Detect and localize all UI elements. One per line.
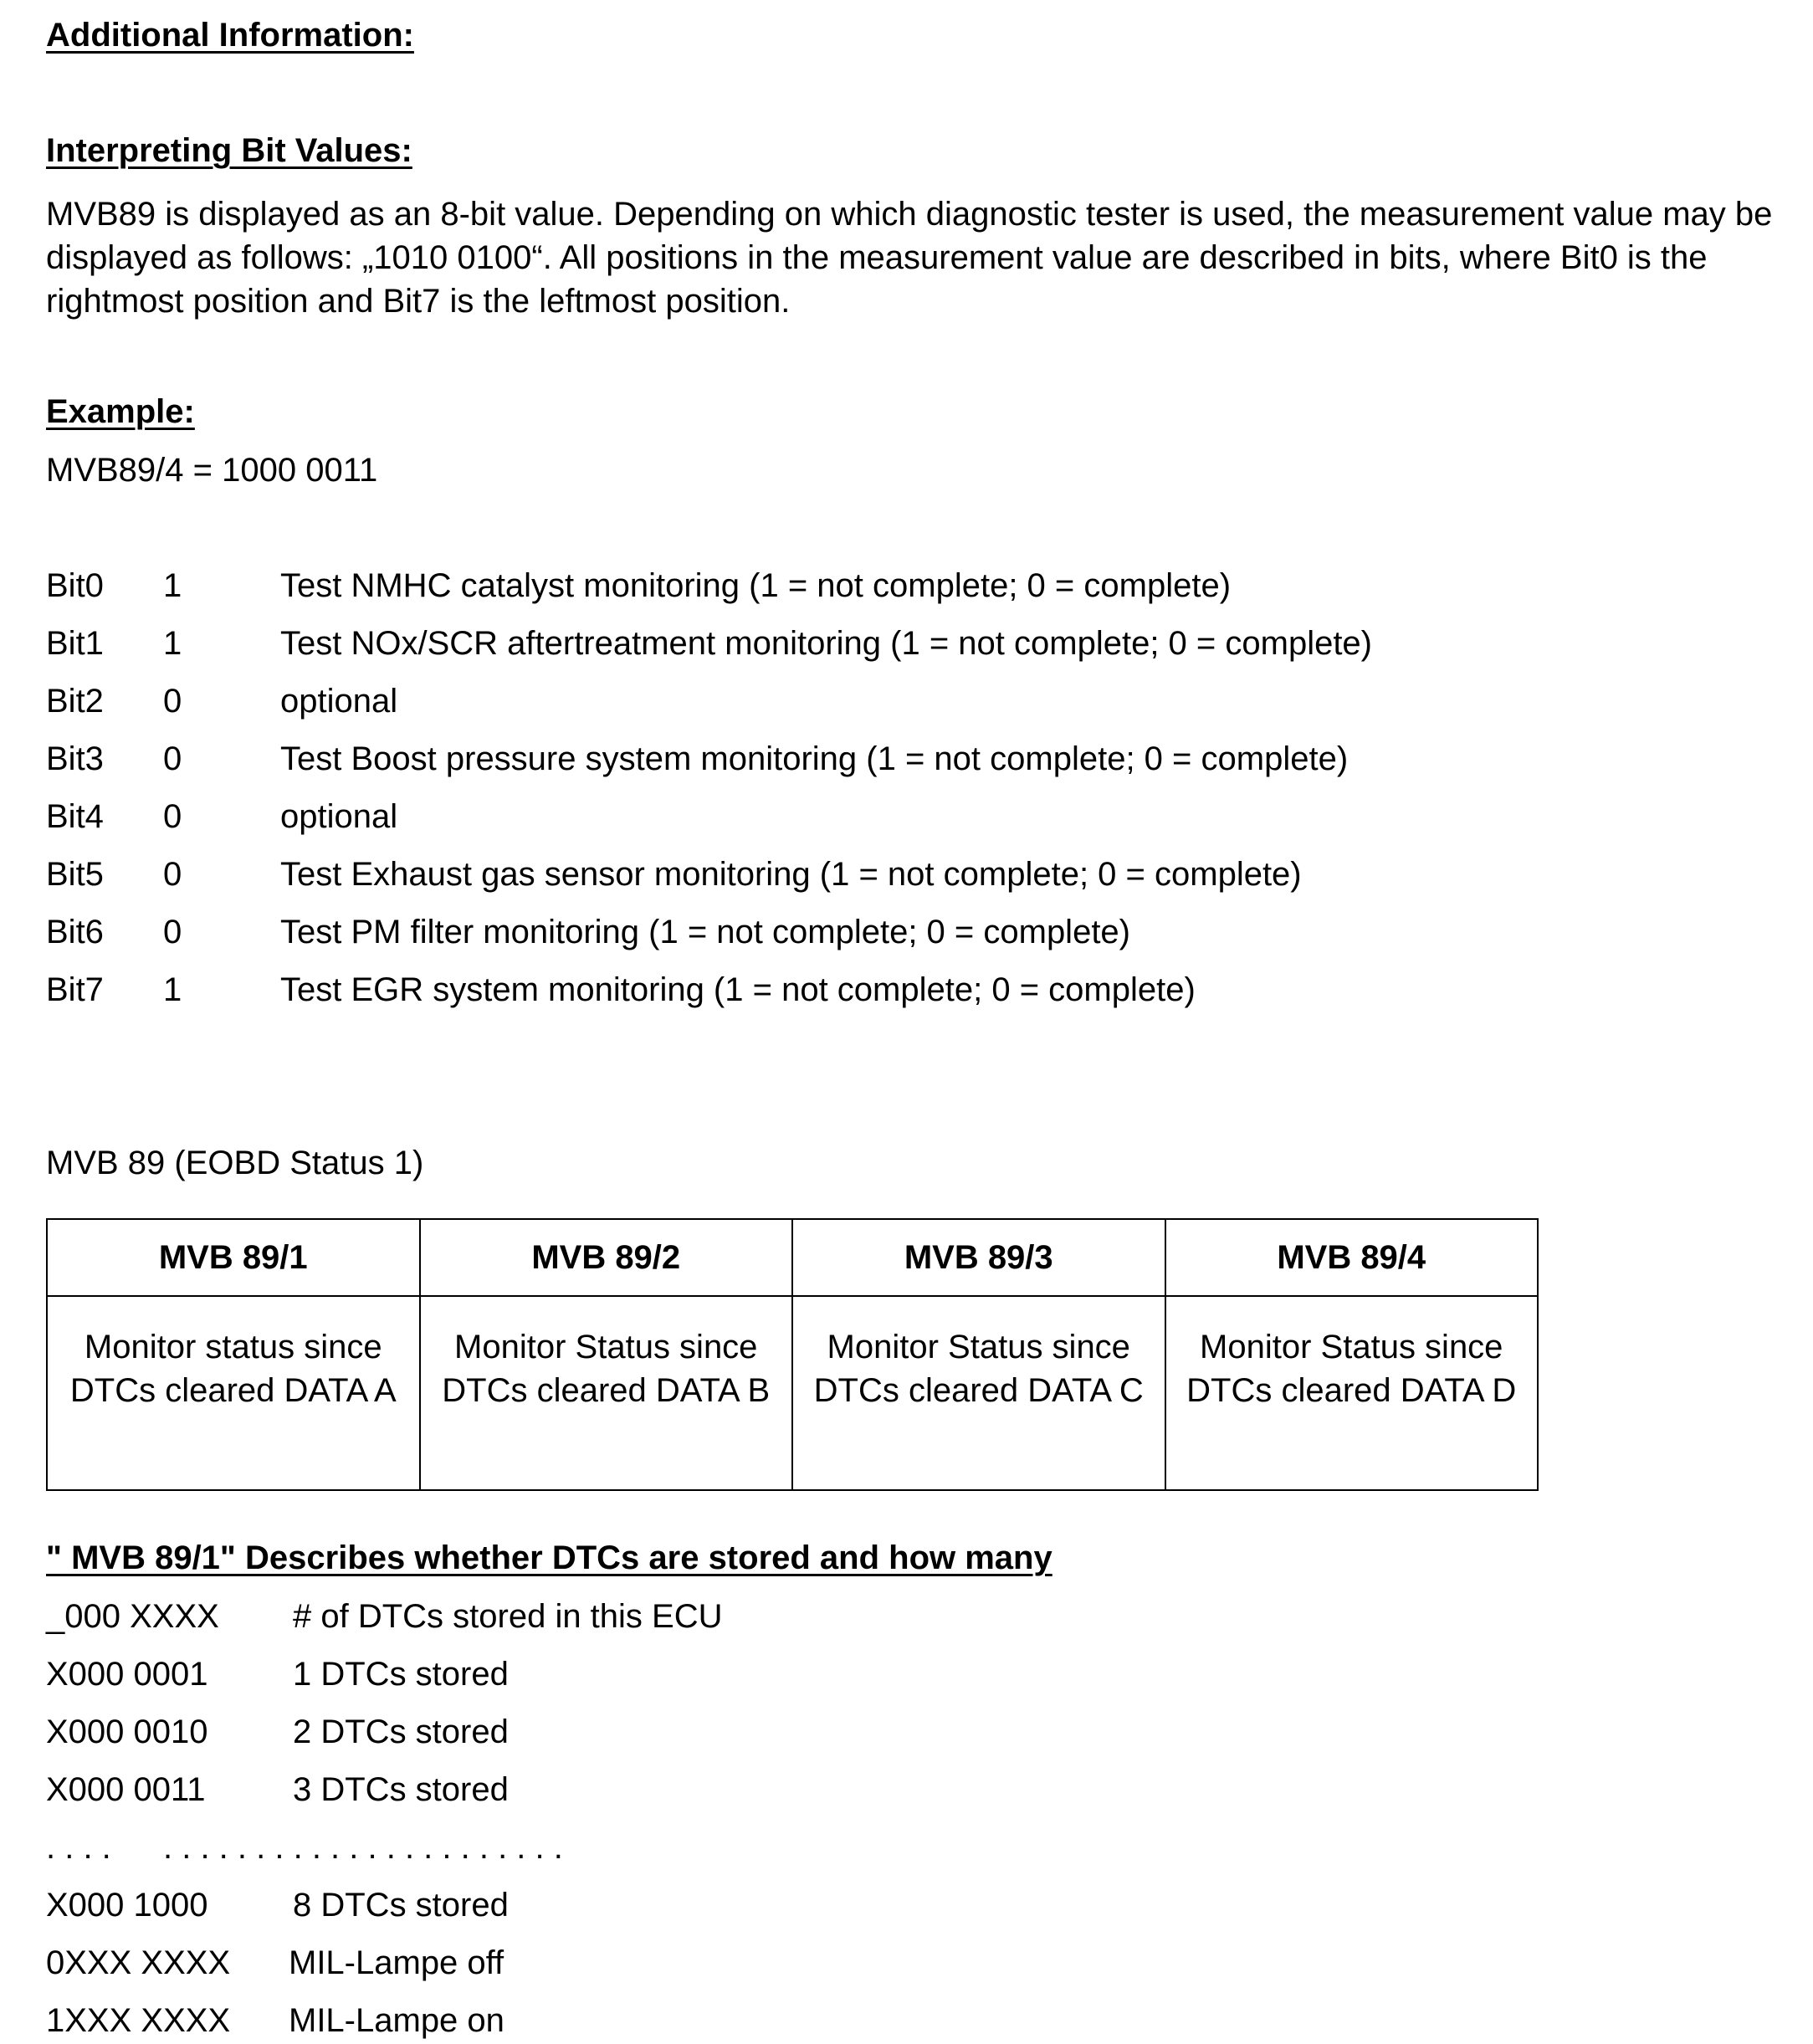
dtc-description: 2 DTCs stored [293, 1714, 509, 1750]
example-heading: Example: [46, 393, 195, 430]
dtc-row [46, 1888, 1217, 1929]
dtc-code: X000 1000 [46, 1887, 208, 1924]
bit-name: Bit1 [46, 625, 104, 662]
dtc-row [46, 1600, 1217, 1640]
bit-value: 0 [163, 914, 182, 950]
bit-description: Test EGR system monitoring (1 = not complete; 0 = complete) [280, 971, 1196, 1008]
dtc-code: X000 0011 [46, 1771, 206, 1808]
table-cell: Monitor status since DTCs cleared DATA A [47, 1296, 420, 1490]
bit-value: 1 [163, 567, 182, 604]
table-cell: Monitor Status since DTCs cleared DATA C [792, 1296, 1165, 1490]
table-header-cell: MVB 89/1 [47, 1219, 420, 1296]
dtc-ellipsis: . . . . . . . . . . . . . . . . . . . . . . [163, 1829, 563, 1866]
bit-description: optional [280, 683, 398, 720]
dtc-row [46, 1657, 1217, 1698]
bit-description: Test Boost pressure system monitoring (1 = not complete; 0 = complete) [280, 740, 1349, 777]
table-header-cell: MVB 89/4 [1165, 1219, 1539, 1296]
dtc-code: 0XXX XXXX [46, 1944, 231, 1981]
dtc-row [46, 1715, 1217, 1755]
bit-name: Bit2 [46, 683, 104, 720]
dtc-code: _000 XXXX [46, 1598, 219, 1635]
bit-name: Bit7 [46, 971, 104, 1008]
bit-name: Bit3 [46, 740, 104, 777]
table-cell: Monitor Status since DTCs cleared DATA D [1165, 1296, 1539, 1490]
dtc-code: X000 0001 [46, 1656, 208, 1693]
bit-name: Bit6 [46, 914, 104, 950]
status-table [46, 1218, 1539, 1491]
bit-row [46, 858, 1552, 898]
dtc-row [46, 1773, 1217, 1813]
dtc-description: 1 DTCs stored [293, 1656, 509, 1693]
bit-description: optional [280, 798, 398, 835]
bit-row [46, 742, 1552, 782]
example-value: MVB89/4 = 1000 0011 [46, 452, 378, 489]
dtc-description: # of DTCs stored in this ECU [293, 1598, 723, 1635]
bit-value: 0 [163, 798, 182, 835]
dtc-ellipsis: . . . . [46, 1829, 111, 1866]
bit-row [46, 569, 1552, 609]
dtc-code: X000 0010 [46, 1714, 208, 1750]
dtc-description: 3 DTCs stored [293, 1771, 509, 1808]
table-header-cell: MVB 89/3 [792, 1219, 1165, 1296]
bit-description: Test NMHC catalyst monitoring (1 = not complete; 0 = complete) [280, 567, 1232, 604]
bit-value: 0 [163, 740, 182, 777]
bit-value: 0 [163, 856, 182, 893]
table-header-row [47, 1219, 1538, 1296]
dtc-heading: " MVB 89/1" Describes whether DTCs are stored and how many [46, 1539, 1052, 1576]
table-cell: Monitor Status since DTCs cleared DATA B [420, 1296, 793, 1490]
bit-value: 0 [163, 683, 182, 720]
bit-row [46, 684, 1552, 725]
table-row [47, 1296, 1538, 1490]
dtc-row [46, 1946, 1217, 1986]
bit-value: 1 [163, 625, 182, 662]
dtc-description: MIL-Lampe off [289, 1944, 504, 1981]
bit-name: Bit5 [46, 856, 104, 893]
bit-row [46, 915, 1552, 955]
bit-value: 1 [163, 971, 182, 1008]
dtc-row [46, 2004, 1217, 2044]
bit-row [46, 800, 1552, 840]
main-heading: Additional Information: [46, 17, 414, 54]
dtc-description: MIL-Lampe on [289, 2002, 504, 2039]
bit-description: Test NOx/SCR aftertreatment monitoring (1 = not complete; 0 = complete) [280, 625, 1372, 662]
bit-row [46, 627, 1552, 667]
bit-description: Test PM filter monitoring (1 = not complete; 0 = complete) [280, 914, 1130, 950]
bit-name: Bit4 [46, 798, 104, 835]
intro-paragraph: MVB89 is displayed as an 8-bit value. Depending on which diagnostic tester is used, the measurement value may be displayed as follows: „1010 0100“. All positions in the measurement value are described in bits, where Bit0 is the rightmost position and Bit7 is the leftmost position. [46, 196, 1773, 320]
bit-description: Test Exhaust gas sensor monitoring (1 = not complete; 0 = complete) [280, 856, 1302, 893]
dtc-description: 8 DTCs stored [293, 1887, 509, 1924]
table-caption: MVB 89 (EOBD Status 1) [46, 1145, 424, 1181]
bit-row [46, 973, 1552, 1013]
dtc-ellipsis-row [46, 1831, 1217, 1871]
table-header-cell: MVB 89/2 [420, 1219, 793, 1296]
bit-values-heading: Interpreting Bit Values: [46, 132, 412, 169]
bit-name: Bit0 [46, 567, 104, 604]
dtc-code: 1XXX XXXX [46, 2002, 231, 2039]
